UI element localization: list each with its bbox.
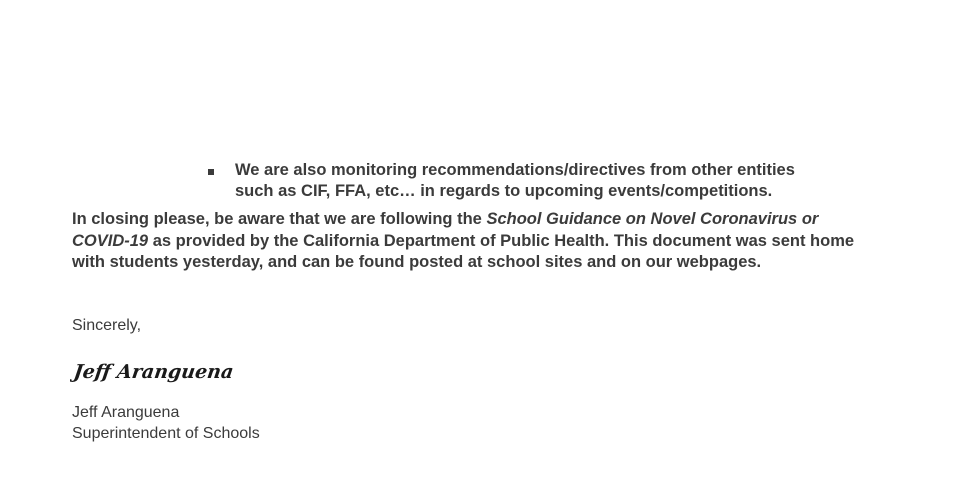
svg-text:Jeff Aranguena: Jeff Aranguena [72,360,236,383]
signer-name: Jeff Aranguena [72,404,180,421]
handwritten-signature [70,357,240,385]
bullet-square-icon [208,169,214,175]
bullet-item [208,160,868,202]
bullet-line-2: such as CIF, FFA, etc… in regards to upcoming events/competitions. [235,182,773,200]
closing-text-1: In closing please, be aware that we are following the [72,210,487,228]
bullet-text [235,160,795,202]
sign-off: Sincerely, [72,317,142,334]
bullet-line-1: We are also monitoring recommendations/directives from other entities [235,161,795,179]
signer-title: Superintendent of Schools [72,425,260,442]
closing-text-2: as provided by the California Department of Public Health. This document was sent home with students yesterday, and can be found posted at school sites and on our webpages. [72,231,855,271]
closing-paragraph [72,209,872,274]
guidance-document-title: School Guidance on Novel Coronavirus or COVID-19 [72,210,819,250]
